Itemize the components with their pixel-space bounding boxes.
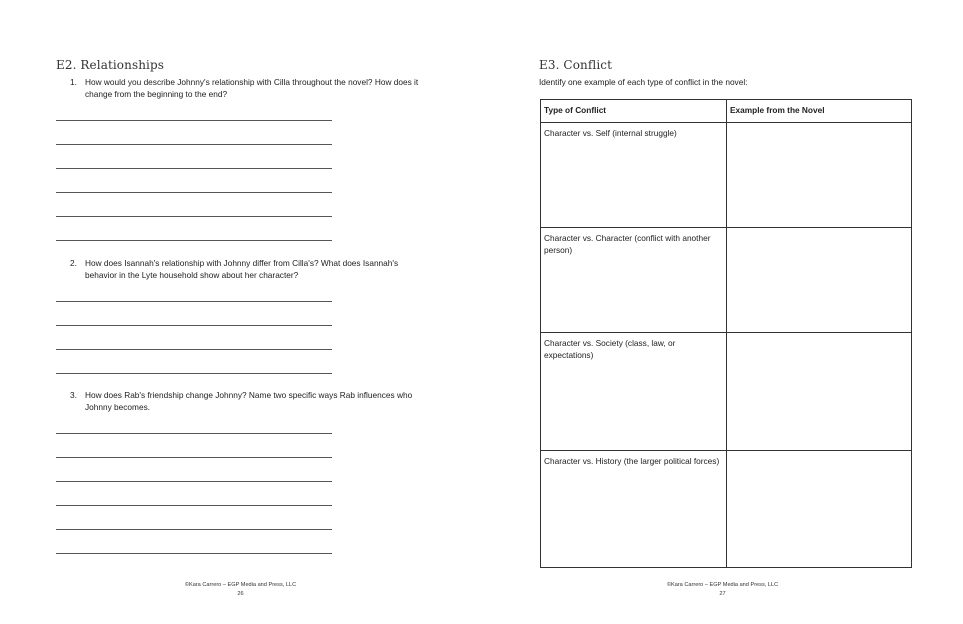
conflict-type-cell: Character vs. Character (conflict with another person) [541,228,727,333]
example-cell[interactable] [727,333,912,451]
question-text: How would you describe Johnny's relationship with Cilla throughout the novel? How does it change from the beginning to the end? [85,77,419,99]
page-footer [0,581,481,599]
conflict-table [540,99,912,568]
answer-line[interactable] [56,349,332,350]
question-number: 1. [70,77,77,87]
footer-credit: ©Kara Carrero – EGP Media and Press, LLC [666,582,779,588]
answer-line[interactable] [56,240,332,241]
question-3 [70,389,430,413]
answer-line[interactable] [56,529,332,530]
answer-line[interactable] [56,553,332,554]
question-text: How does Isannah's relationship with Johnny differ from Cilla's? What does Isannah's behavior in the Lyte household show about her character? [85,258,399,280]
instructions: Identify one example of each type of conflict in the novel: [539,77,748,87]
question-number: 3. [70,390,77,400]
answer-line[interactable] [56,433,332,434]
example-cell[interactable] [727,451,912,568]
right-page [482,0,963,624]
answer-line[interactable] [56,216,332,217]
example-cell[interactable] [727,123,912,228]
table-row [541,228,912,333]
table-header-row [541,100,912,123]
question-1 [70,76,430,100]
conflict-type-cell: Character vs. Society (class, law, or expectations) [541,333,727,451]
answer-line[interactable] [56,168,332,169]
page-number: 26 [237,591,244,597]
answer-line[interactable] [56,505,332,506]
conflict-type-cell: Character vs. Self (internal struggle) [541,123,727,228]
column-header: Type of Conflict [541,100,727,123]
answer-line[interactable] [56,120,332,121]
left-page [0,0,481,624]
table-row [541,451,912,568]
answer-line[interactable] [56,325,332,326]
section-title-conflict: E3. Conflict [539,58,613,72]
table-row [541,333,912,451]
conflict-type-cell: Character vs. History (the larger political forces) [541,451,727,568]
question-number: 2. [70,258,77,268]
question-text: How does Rab's friendship change Johnny? Name two specific ways Rab influences who Johnny becomes. [85,390,413,412]
table-row [541,123,912,228]
column-header: Example from the Novel [727,100,912,123]
answer-line[interactable] [56,373,332,374]
page-footer [482,581,963,599]
answer-line[interactable] [56,457,332,458]
answer-line[interactable] [56,192,332,193]
answer-line[interactable] [56,144,332,145]
example-cell[interactable] [727,228,912,333]
answer-line[interactable] [56,301,332,302]
footer-credit: ©Kara Carrero – EGP Media and Press, LLC [184,582,297,588]
page-number: 27 [719,591,726,597]
question-2 [70,257,430,281]
answer-line[interactable] [56,481,332,482]
section-title-relationships: E2. Relationships [56,58,165,72]
